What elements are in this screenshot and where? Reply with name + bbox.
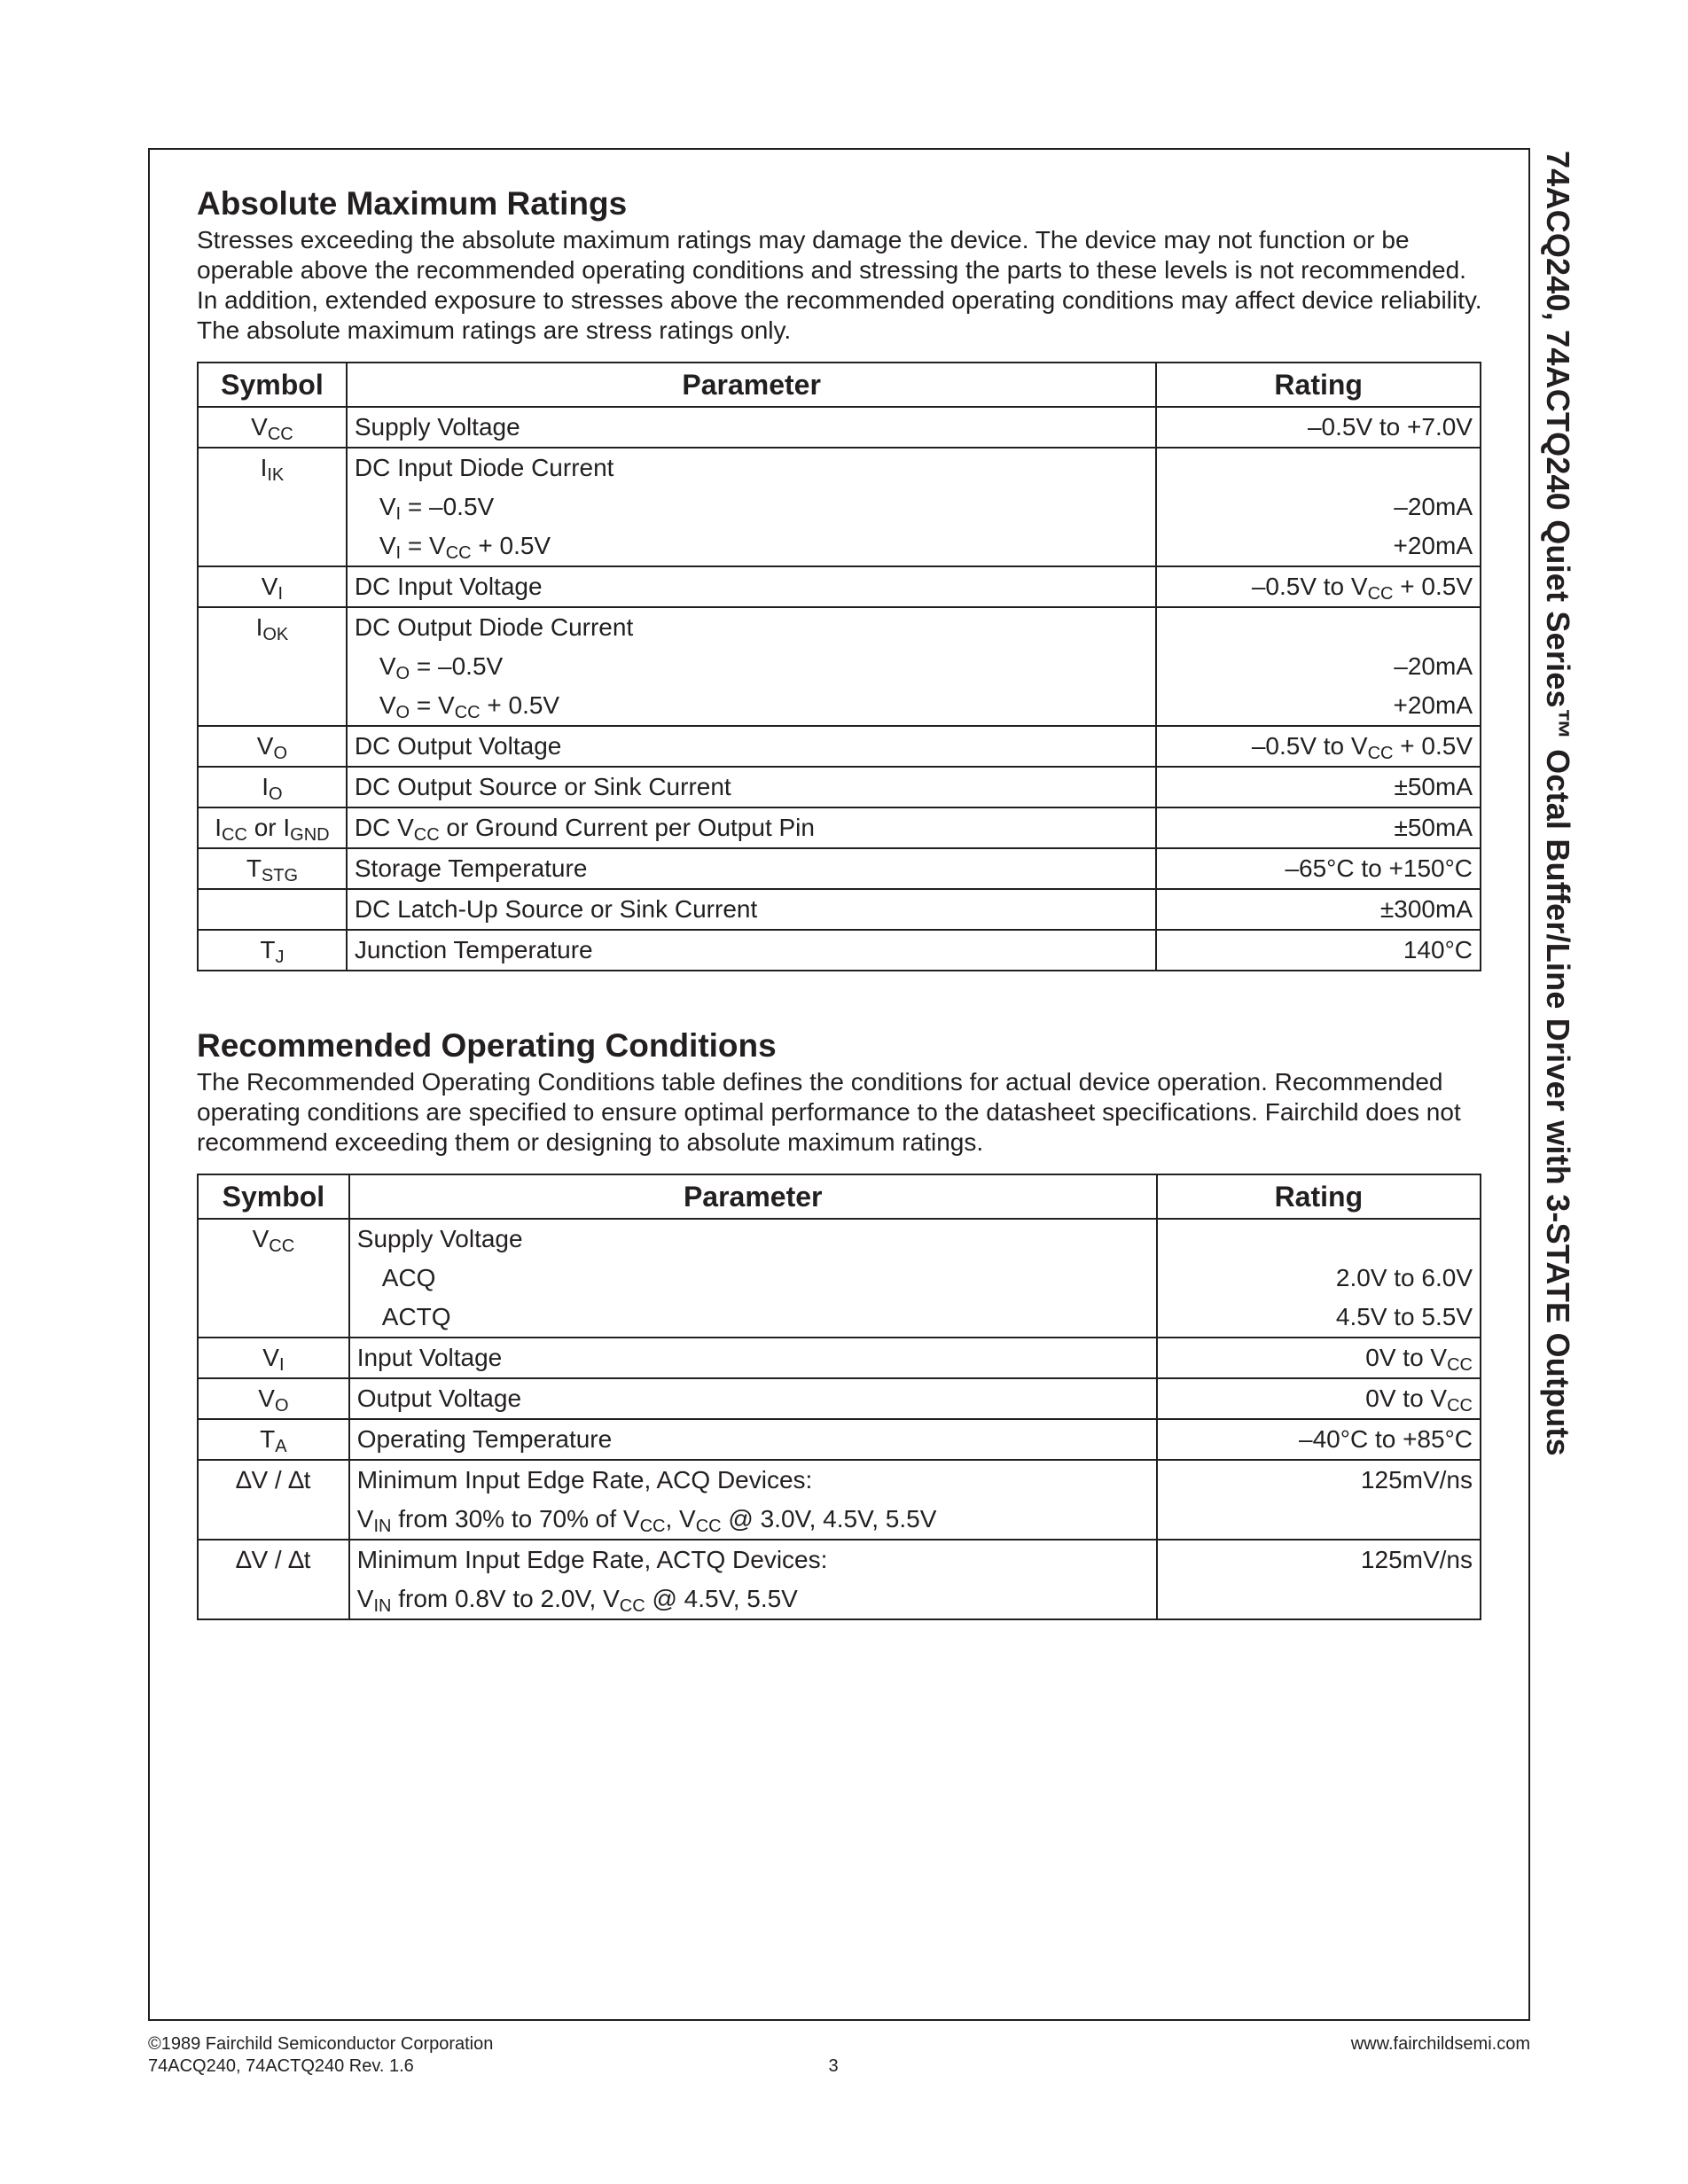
amr-header-row	[198, 363, 1481, 407]
symbol-cell	[198, 1419, 349, 1460]
amr-heading: Absolute Maximum Ratings	[197, 185, 628, 222]
footer-website[interactable]: www.fairchildsemi.com	[1350, 2034, 1530, 2054]
symbol-cell	[198, 1219, 349, 1338]
symbol-text: V	[252, 1225, 270, 1252]
parameter-cell	[347, 726, 1157, 767]
table-row	[198, 448, 1481, 566]
parameter-text: DC $V_{CC}$ or Ground Current per Output Pin	[354, 814, 815, 845]
parameter-cell	[349, 1419, 1157, 1460]
symbol-cell	[198, 930, 347, 971]
roc-section	[197, 1026, 1482, 1620]
parameter-cell	[349, 1219, 1157, 1338]
rating-text: 0V to $V_{CC}$	[1365, 1344, 1473, 1375]
rating-cell	[1157, 1219, 1481, 1338]
parameter-text: Operating Temperature	[356, 1425, 613, 1453]
parameter-text: Output Voltage	[356, 1384, 522, 1412]
table-row	[198, 807, 1481, 848]
table-row	[198, 848, 1481, 889]
rating-text: 125mV/ns	[1360, 1466, 1473, 1494]
symbol-text: ∆V / ∆t	[236, 1466, 311, 1494]
table-row	[198, 1419, 1481, 1460]
symbol-sub: A	[275, 1437, 287, 1456]
symbol-sub: IK	[267, 465, 285, 485]
condition-line: ACQ	[381, 1264, 436, 1291]
parameter-cell	[347, 566, 1157, 607]
rating-text: –0.5V to +7.0V	[1307, 413, 1473, 441]
roc-table	[197, 1174, 1481, 1620]
symbol-cell	[198, 1378, 349, 1419]
condition-line: $V_O = V_{CC} + 0.5V$	[379, 691, 560, 722]
table-row	[198, 566, 1481, 607]
parameter-cell	[349, 1460, 1157, 1540]
condition-line: $V_O = -0.5V$	[379, 652, 504, 683]
parameter-cell	[347, 889, 1157, 930]
amr-col-rating: Rating	[1156, 363, 1481, 407]
symbol-sub: CC	[267, 425, 293, 444]
condition-line: $V_I = V_{CC} + 0.5V$	[379, 532, 551, 563]
parameter-text: Minimum Input Edge Rate, ACTQ Devices:	[356, 1546, 828, 1573]
parameter-cell	[347, 448, 1157, 566]
symbol-text: I	[262, 773, 270, 800]
symbol-text: I	[215, 814, 223, 841]
symbol-cell	[198, 767, 347, 807]
rating-cell	[1156, 848, 1481, 889]
symbol-sub: I	[277, 584, 284, 604]
roc-col-rating: Rating	[1157, 1174, 1481, 1219]
parameter-text: Supply Voltage	[354, 413, 520, 441]
footer-left	[148, 2033, 493, 2078]
symbol-sub: CC	[269, 1236, 295, 1256]
parameter-text: Junction Temperature	[354, 936, 593, 963]
rating-text: –20mA	[1394, 652, 1473, 680]
rating-cell	[1156, 889, 1481, 930]
rating-text: –0.5V to $V_{CC} + 0.5V$	[1251, 573, 1473, 604]
symbol-cell: $I_{CC}$ or $I_{GND}$	[198, 807, 347, 848]
amr-section	[197, 184, 1482, 971]
symbol-text: I	[260, 454, 268, 481]
amr-table	[197, 362, 1481, 971]
page-number: 3	[828, 2056, 839, 2076]
parameter-text: Storage Temperature	[354, 854, 588, 882]
symbol-cell	[198, 726, 347, 767]
rating-cell	[1157, 1338, 1481, 1378]
symbol-cell	[198, 448, 347, 566]
symbol-text: T	[260, 1425, 276, 1453]
symbol-cell	[198, 607, 347, 726]
parameter-text: DC Output Diode Current	[354, 613, 634, 641]
rating-cell	[1156, 930, 1481, 971]
rating-text: 125mV/ns	[1360, 1546, 1473, 1573]
parameter-text: DC Input Voltage	[354, 573, 543, 600]
roc-header-row	[198, 1174, 1481, 1219]
condition-line: $V_{IN}$ from 30% to 70% of $V_{CC}$, $V_{CC}$ @ 3.0V, 4.5V, 5.5V	[356, 1505, 937, 1536]
table-row	[198, 407, 1481, 448]
symbol-sub: J	[275, 948, 285, 967]
table-row	[198, 1338, 1481, 1378]
footer-part-rev: 74ACQ240, 74ACTQ240 Rev. 1.6	[148, 2056, 414, 2076]
table-row	[198, 1219, 1481, 1338]
symbol-text: V	[262, 1344, 279, 1371]
table-row	[198, 767, 1481, 807]
symbol-text: V	[261, 573, 278, 600]
roc-col-parameter: Parameter	[349, 1174, 1157, 1219]
parameter-cell	[349, 1338, 1157, 1378]
parameter-text: DC Output Voltage	[354, 732, 562, 760]
parameter-text: DC Output Source or Sink Current	[354, 773, 731, 800]
rating-cell	[1156, 448, 1481, 566]
parameter-text: DC Input Diode Current	[354, 454, 614, 481]
rating-text: ±50mA	[1394, 814, 1473, 841]
table-row	[198, 889, 1481, 930]
parameter-cell	[347, 767, 1157, 807]
table-row	[198, 1378, 1481, 1419]
table-row	[198, 1540, 1481, 1619]
parameter-cell	[347, 407, 1157, 448]
rating-text: 0V to $V_{CC}$	[1365, 1384, 1473, 1416]
rating-text: ±300mA	[1379, 895, 1473, 923]
rating-cell	[1156, 807, 1481, 848]
symbol-sub: O	[269, 784, 283, 804]
rating-cell	[1156, 767, 1481, 807]
parameter-text: DC Latch-Up Source or Sink Current	[354, 895, 758, 923]
symbol-sub: I	[278, 1355, 285, 1375]
parameter-cell	[349, 1540, 1157, 1619]
condition-line: ACTQ	[381, 1303, 451, 1330]
roc-intro: The Recommended Operating Conditions table defines the conditions for actual device operation. Recommended operating conditions are specified to ensure optimal performance to the datasheet specifications. Fairchild does not recommend exceeding them or designing to absolute maximum ratings.	[197, 1068, 1461, 1156]
parameter-cell	[347, 930, 1157, 971]
rating-cell	[1156, 726, 1481, 767]
parameter-text: Supply Voltage	[356, 1225, 523, 1252]
rating-cell	[1156, 566, 1481, 607]
amr-intro: Stresses exceeding the absolute maximum ratings may damage the device. The device may not function or be operable above the recommended operating conditions and stressing the parts to these levels is not recommended. In addition, extended exposure to stresses above the recommended operating conditions may affect device reliability. The absolute maximum ratings are stress ratings only.	[197, 226, 1482, 344]
roc-col-symbol: Symbol	[198, 1174, 349, 1219]
table-row	[198, 930, 1481, 971]
symbol-cell	[198, 848, 347, 889]
rating-text: 2.0V to 6.0V	[1335, 1264, 1473, 1291]
amr-col-symbol: Symbol	[198, 363, 347, 407]
table-row	[198, 1460, 1481, 1540]
symbol-text: V	[256, 732, 274, 760]
rating-text: –20mA	[1394, 493, 1473, 520]
parameter-cell	[347, 607, 1157, 726]
symbol-cell	[198, 1460, 349, 1540]
symbol-text: V	[258, 1384, 275, 1412]
parameter-text: Input Voltage	[356, 1344, 503, 1371]
symbol-cell	[198, 566, 347, 607]
rating-text: –0.5V to $V_{CC} + 0.5V$	[1251, 732, 1473, 763]
rating-text: –65°C to +150°C	[1285, 854, 1473, 882]
symbol-text: I	[255, 613, 263, 641]
symbol-text: V	[251, 413, 268, 441]
rating-cell	[1157, 1378, 1481, 1419]
symbol-sub: OK	[262, 625, 289, 644]
footer-copyright: ©1989 Fairchild Semiconductor Corporation	[148, 2034, 494, 2054]
condition-line: $V_I = -0.5V$	[379, 493, 495, 524]
amr-col-parameter: Parameter	[347, 363, 1157, 407]
condition-line: $V_{IN}$ from 0.8V to 2.0V, $V_{CC}$ @ 4.5V, 5.5V	[356, 1585, 798, 1616]
symbol-text: ∆V / ∆t	[236, 1546, 311, 1573]
rating-text: 140°C	[1403, 936, 1473, 963]
roc-heading: Recommended Operating Conditions	[197, 1027, 777, 1064]
symbol-sub: O	[274, 1396, 289, 1416]
rating-cell	[1157, 1540, 1481, 1619]
table-row	[198, 607, 1481, 726]
symbol-text: T	[260, 936, 276, 963]
symbol-sub: STG	[261, 866, 299, 885]
parameter-cell	[347, 848, 1157, 889]
side-title-text: 74ACQ240, 74ACTQ240 Quiet Series™ Octal Buffer/Line Driver with 3-STATE Outputs	[1540, 151, 1576, 1456]
symbol-cell	[198, 1338, 349, 1378]
parameter-cell	[349, 1378, 1157, 1419]
rating-text: –40°C to +85°C	[1299, 1425, 1473, 1453]
symbol-text: T	[246, 854, 262, 882]
rating-text: +20mA	[1393, 691, 1473, 719]
rating-cell	[1156, 407, 1481, 448]
table-row	[198, 726, 1481, 767]
rating-cell	[1157, 1419, 1481, 1460]
rating-text: 4.5V to 5.5V	[1335, 1303, 1473, 1330]
symbol-sub: O	[273, 744, 288, 763]
symbol-cell	[198, 407, 347, 448]
rating-cell	[1156, 607, 1481, 726]
rating-cell	[1157, 1460, 1481, 1540]
parameter-cell	[347, 807, 1157, 848]
rating-text: ±50mA	[1394, 773, 1473, 800]
rating-text: +20mA	[1393, 532, 1473, 559]
parameter-text: Minimum Input Edge Rate, ACQ Devices:	[356, 1466, 813, 1494]
symbol-cell	[198, 1540, 349, 1619]
symbol-cell	[198, 889, 347, 930]
